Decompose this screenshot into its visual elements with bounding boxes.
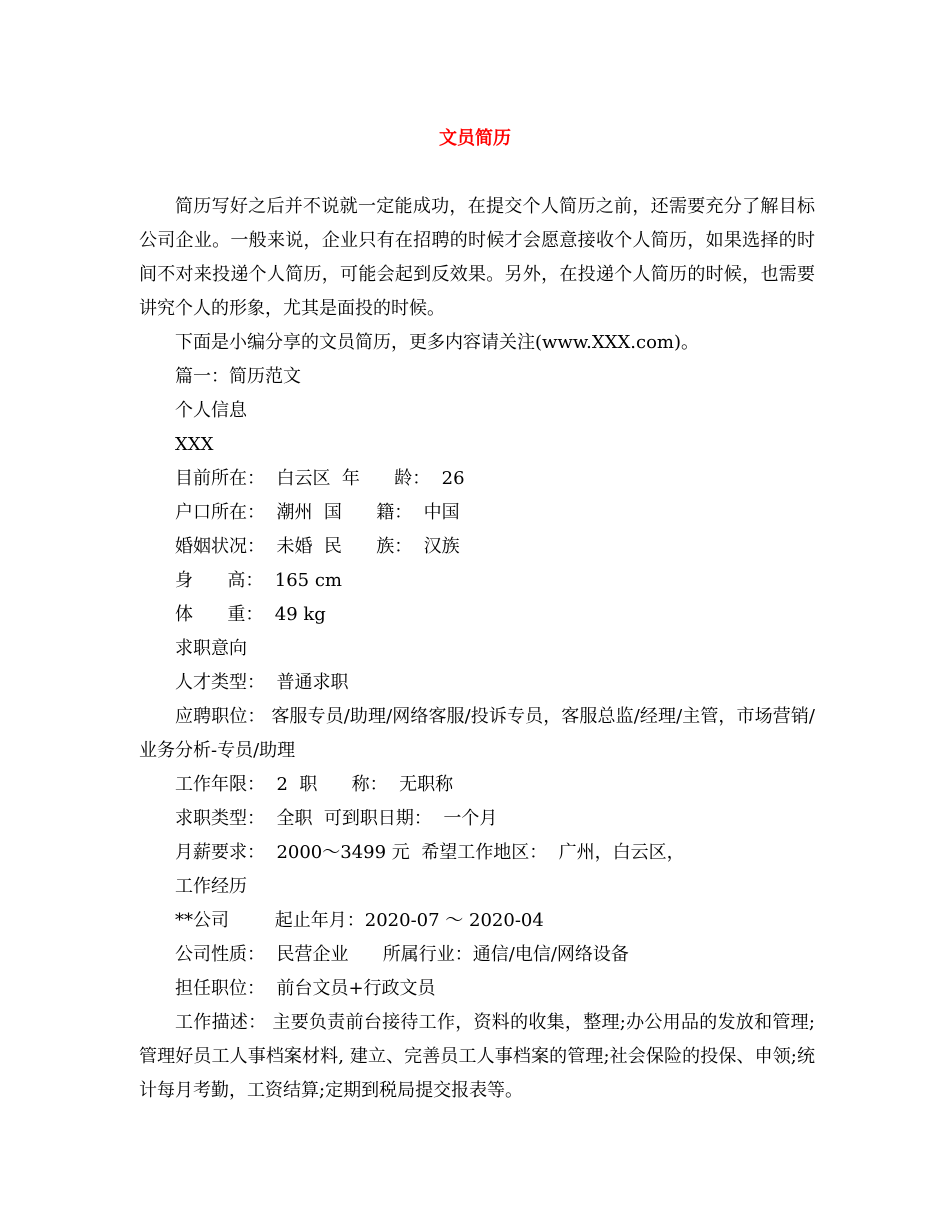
personal-height: 身 高： 165 cm xyxy=(175,570,343,591)
intent-years: 工作年限： 2 职 称： 无职称 xyxy=(175,774,454,795)
applicant-name: XXX xyxy=(175,434,214,455)
intro-paragraph: 简历写好之后并不说就一定能成功，在提交个人简历之前，还需要充分了解目标公司企业。一般来说，企业只有在招聘的时候才会愿意接收个人简历，如果选择的时间不对来投递个人简历，可能会起到反效果。另外，在投递个人简历的时候，也需要讲究个人的形象，尤其是面投的时候。 xyxy=(139,196,815,319)
experience-description: 工作描述： 主要负责前台接待工作，资料的收集，整理;办公用品的发放和管理;管理好员工人事档案材料, 建立、完善员工人事档案的管理;社会保险的投保、申领;统计每月考勤，工资结算;定期到税局提交报表等。 xyxy=(139,1012,815,1101)
document-title: 文员简历 xyxy=(439,128,511,149)
intent-salary: 月薪要求： 2000～3499 元 希望工作地区： 广州，白云区， xyxy=(175,842,685,863)
section-intent-heading: 求职意向 xyxy=(175,638,247,659)
personal-hukou: 户口所在： 潮州 国 籍： 中国 xyxy=(175,502,460,523)
experience-company: **公司 起止年月：2020-07 ～ 2020-04 xyxy=(175,910,544,931)
personal-marital: 婚姻状况： 未婚 民 族： 汉族 xyxy=(175,536,460,557)
section-experience-heading: 工作经历 xyxy=(175,876,247,897)
personal-weight: 体 重： 49 kg xyxy=(175,604,326,625)
document-body xyxy=(139,190,815,1108)
personal-location: 目前所在： 白云区 年 龄： 26 xyxy=(175,468,465,489)
share-line: 下面是小编分享的文员简历，更多内容请关注(www.XXX.com)。 xyxy=(175,332,700,353)
section-personal-heading: 个人信息 xyxy=(175,400,247,421)
section-sample-heading: 篇一：简历范文 xyxy=(175,366,301,387)
intent-position: 应聘职位： 客服专员/助理/网络客服/投诉专员，客服总监/经理/主管，市场营销/业务分析-专员/助理 xyxy=(139,706,815,761)
intent-job-type: 求职类型： 全职 可到职日期： 一个月 xyxy=(175,808,498,829)
experience-role: 担任职位： 前台文员+行政文员 xyxy=(175,978,436,999)
intent-talent-type: 人才类型： 普通求职 xyxy=(175,672,349,693)
experience-nature: 公司性质： 民营企业 所属行业：通信/电信/网络设备 xyxy=(175,944,629,965)
